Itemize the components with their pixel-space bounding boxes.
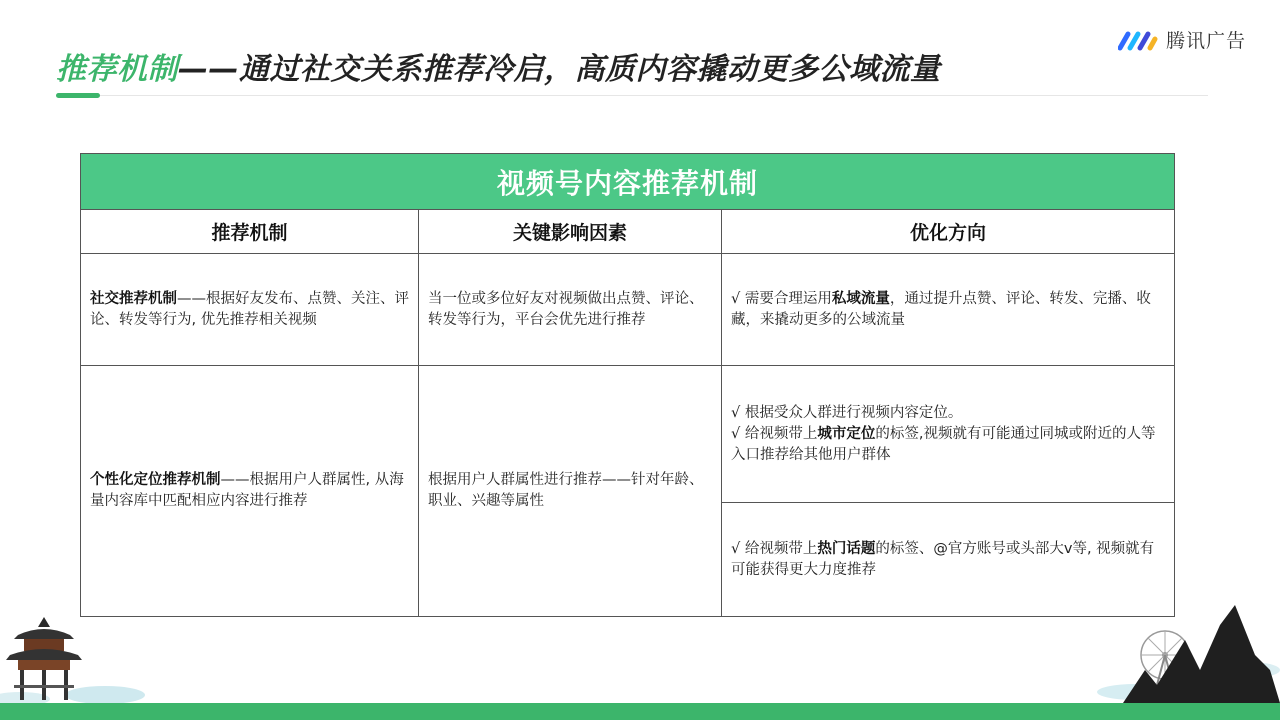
optimization-text: √ 需要合理运用 [731,290,832,307]
optimization-keyword: 私域流量 [831,290,890,307]
column-header-factor: 关键影响因素 [512,222,627,244]
table-cell-optimization [722,366,1174,502]
optimization-text: √ 根据受众人群进行视频内容定位。 [731,404,963,421]
page-title [56,44,941,88]
column-header-mechanism: 推荐机制 [211,222,288,244]
table-cell-mechanism [81,254,418,365]
mechanism-desc: ——根据用户人群属性, 从海量内容库中匹配相应内容进行推荐 [90,472,404,509]
page-title-highlight: 推荐机制 [56,52,178,87]
tencent-ads-logo-icon [1118,28,1158,52]
optimization-text: √ 给视频带上 [731,425,818,442]
tencent-ads-logo [1118,26,1246,53]
column-header-optimization: 优化方向 [909,222,986,244]
page-title-rest: ——通过社交关系推荐冷启，高质内容撬动更多公域流量 [178,52,941,87]
mechanism-desc: ——根据好友发布、点赞、关注、评论、转发等行为, 优先推荐相关视频 [90,290,409,328]
mechanism-name: 社交推荐机制 [90,290,177,307]
table-caption: 视频号内容推荐机制 [81,154,1174,209]
optimization-text: √ 给视频带上 [731,540,818,557]
recommendation-table [80,153,1175,617]
table-cell-factor [419,366,721,616]
mechanism-name: 个性化定位推荐机制 [90,472,221,488]
table-cell-factor [419,254,721,365]
logo-text: 腾讯广告 [1166,30,1247,52]
table-cell-mechanism [81,366,418,616]
optimization-keyword: 热门话题 [817,540,876,557]
table-cell-optimization [722,254,1174,365]
pavilion-decoration-icon [0,615,150,707]
mountain-decoration-icon [1095,600,1280,705]
title-divider [56,95,1208,96]
bottom-accent-bar [0,703,1280,720]
optimization-keyword: 城市定位 [817,425,876,442]
optimization-text: 的标签,视频就有可能通过同城或附近的人等入口推荐给其他用户群体 [731,425,1156,463]
optimization-text: ，通过提升点赞、评论、转发、完播、收藏，来撬动更多的公域流量 [731,290,1151,328]
title-accent-bar [56,93,100,98]
optimization-text: 的标签、@官方账号或头部大v等, 视频就有可能获得更大力度推荐 [731,540,1155,578]
factor-text: 当一位或多位好友对视频做出点赞、评论、转发等行为，平台会优先进行推荐 [428,290,704,328]
factor-text: 根据用户人群属性进行推荐——针对年龄、职业、兴趣等属性 [428,472,704,509]
